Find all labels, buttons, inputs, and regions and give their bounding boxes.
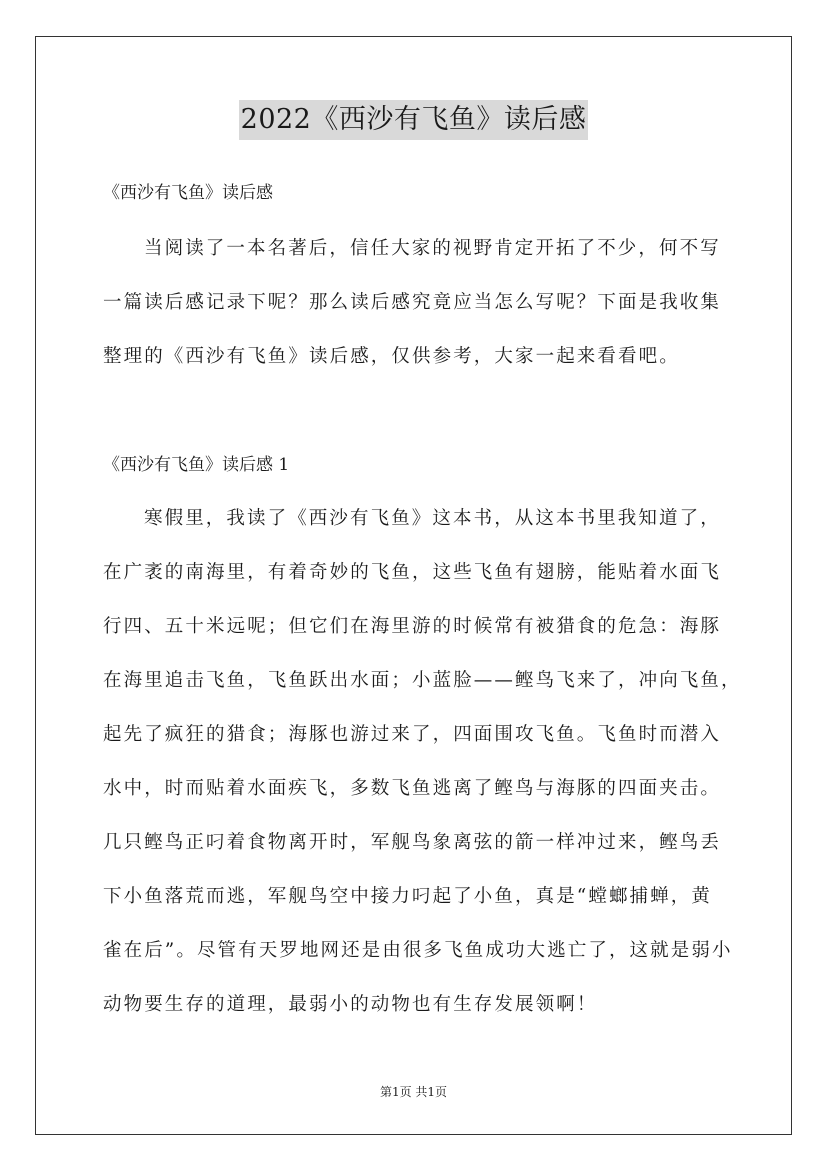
paragraph-line: 在广袤的南海里，有着奇妙的飞鱼，这些飞鱼有翅膀，能贴着水面飞	[103, 562, 722, 583]
paragraph-line: 几只鲣鸟正叼着食物离开时，军舰鸟象离弦的箭一样冲过来，鲣鸟丢	[103, 832, 722, 853]
essay-paragraph[interactable]	[103, 492, 742, 1032]
paragraph-line: 下小鱼落荒而逃，军舰鸟空中接力叼起了小鱼，真是“螳螂捕蝉，黄	[103, 886, 712, 907]
page-number-footer: 第1页 共1页	[379, 1085, 448, 1099]
section-heading[interactable]: 《西沙有飞鱼》读后感	[103, 183, 273, 203]
essay-heading[interactable]: 《西沙有飞鱼》读后感 1	[103, 455, 290, 475]
paragraph-line: 一篇读后感记录下呢？那么读后感究竟应当怎么写呢？下面是我收集	[103, 292, 722, 313]
paragraph-line: 水中，时而贴着水面疾飞，多数飞鱼逃离了鲣鸟与海豚的四面夹击。	[103, 778, 722, 799]
paragraph-line: 寒假里，我读了《西沙有飞鱼》这本书，从这本书里我知道了，	[144, 508, 721, 529]
intro-paragraph[interactable]	[103, 222, 728, 384]
title-block	[0, 100, 827, 140]
paragraph-line: 行四、五十米远呢；但它们在海里游的时候常有被猎食的危急：海豚	[103, 616, 722, 637]
paragraph-line: 在海里追击飞鱼，飞鱼跃出水面；小蓝脸——鲣鸟飞来了，冲向飞鱼，	[103, 670, 742, 691]
paragraph-line: 当阅读了一本名著后，信任大家的视野肯定开拓了不少，何不写	[144, 238, 721, 259]
paragraph-line: 起先了疯狂的猎食；海豚也游过来了，四面围攻飞鱼。飞鱼时而潜入	[103, 724, 722, 745]
paragraph-line: 整理的《西沙有飞鱼》读后感，仅供参考，大家一起来看看吧。	[103, 346, 680, 367]
document-title[interactable]: 2022《西沙有飞鱼》读后感	[239, 100, 589, 140]
paragraph-line: 动物要生存的道理，最弱小的动物也有生存发展领啊！	[103, 994, 598, 1015]
paragraph-line: 雀在后”。尽管有天罗地网还是由很多飞鱼成功大逃亡了，这就是弱小	[103, 940, 733, 961]
